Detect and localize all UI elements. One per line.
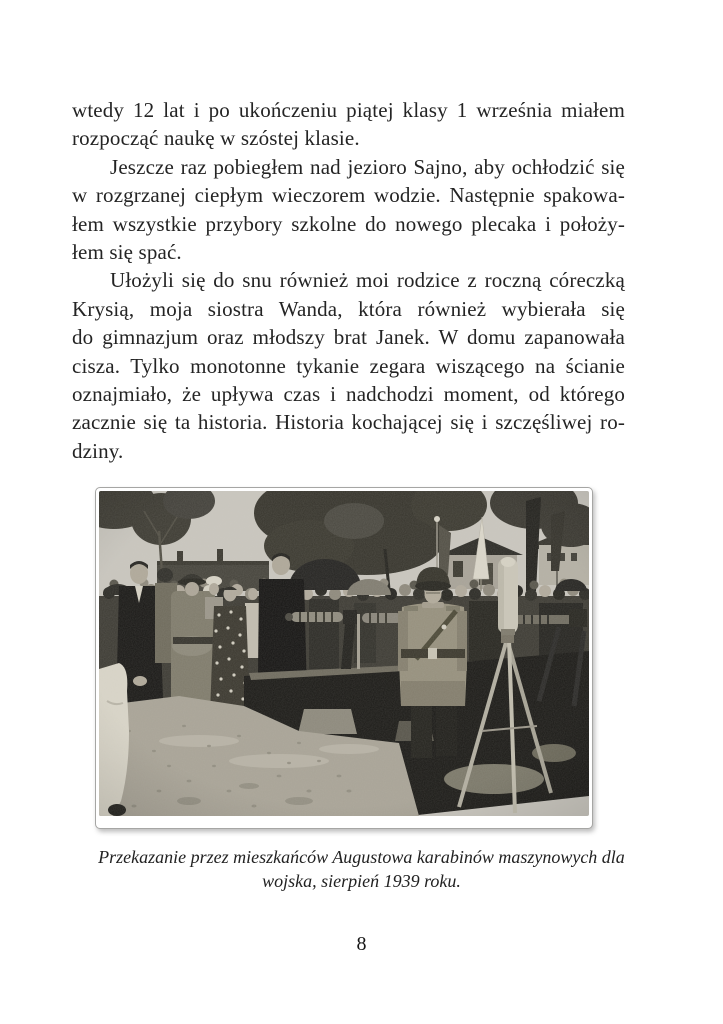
body-text-line: rozpocząć naukę w szóstej klasie. [72,126,360,151]
body-text-line: Jeszcze raz pobiegłem nad jezioro Sajno, aby ochłodzić się [110,154,625,179]
body-text-line: zacznie się ta historia. Historia kochającej się i szczęśliwej ro- [72,410,625,435]
historical-photo [99,491,589,816]
photo-frame [95,487,593,829]
body-text-line: w rozgrzanej ciepłym wieczorem wodzie. Następnie spakowa- [72,183,625,208]
photo-caption [40,845,683,893]
body-text-line: dziny. [72,438,124,463]
body-text-line: łem się spać. [72,239,182,264]
body-text-line: wtedy 12 lat i po ukończeniu piątej klasy 1 września miałem [72,98,625,122]
body-text-line: do gimnazjum oraz młodszy brat Janek. W domu zapanowała [72,325,625,350]
body-text-line: łem wszystkie przybory szkolne do nowego plecaka i położy- [72,211,625,236]
page-number: 8 [356,933,367,955]
body-text-line: oznajmiało, że upływa czas i nadchodzi moment, od którego [72,381,625,406]
body-text-line: Ułożyli się do snu również moi rodzice z roczną córeczką [110,268,625,293]
photo-caption-line: Przekazanie przez mieszkańców Augustowa karabinów maszynowych dla [98,847,625,867]
photo-caption-line: wojska, sierpień 1939 roku. [262,871,461,891]
body-text-line: Krysią, moja siostra Wanda, która również wybierała się [72,296,625,321]
body-text-line: cisza. Tylko monotonne tykanie zegara wiszącego na ścianie [72,353,625,378]
body-text [72,96,625,465]
